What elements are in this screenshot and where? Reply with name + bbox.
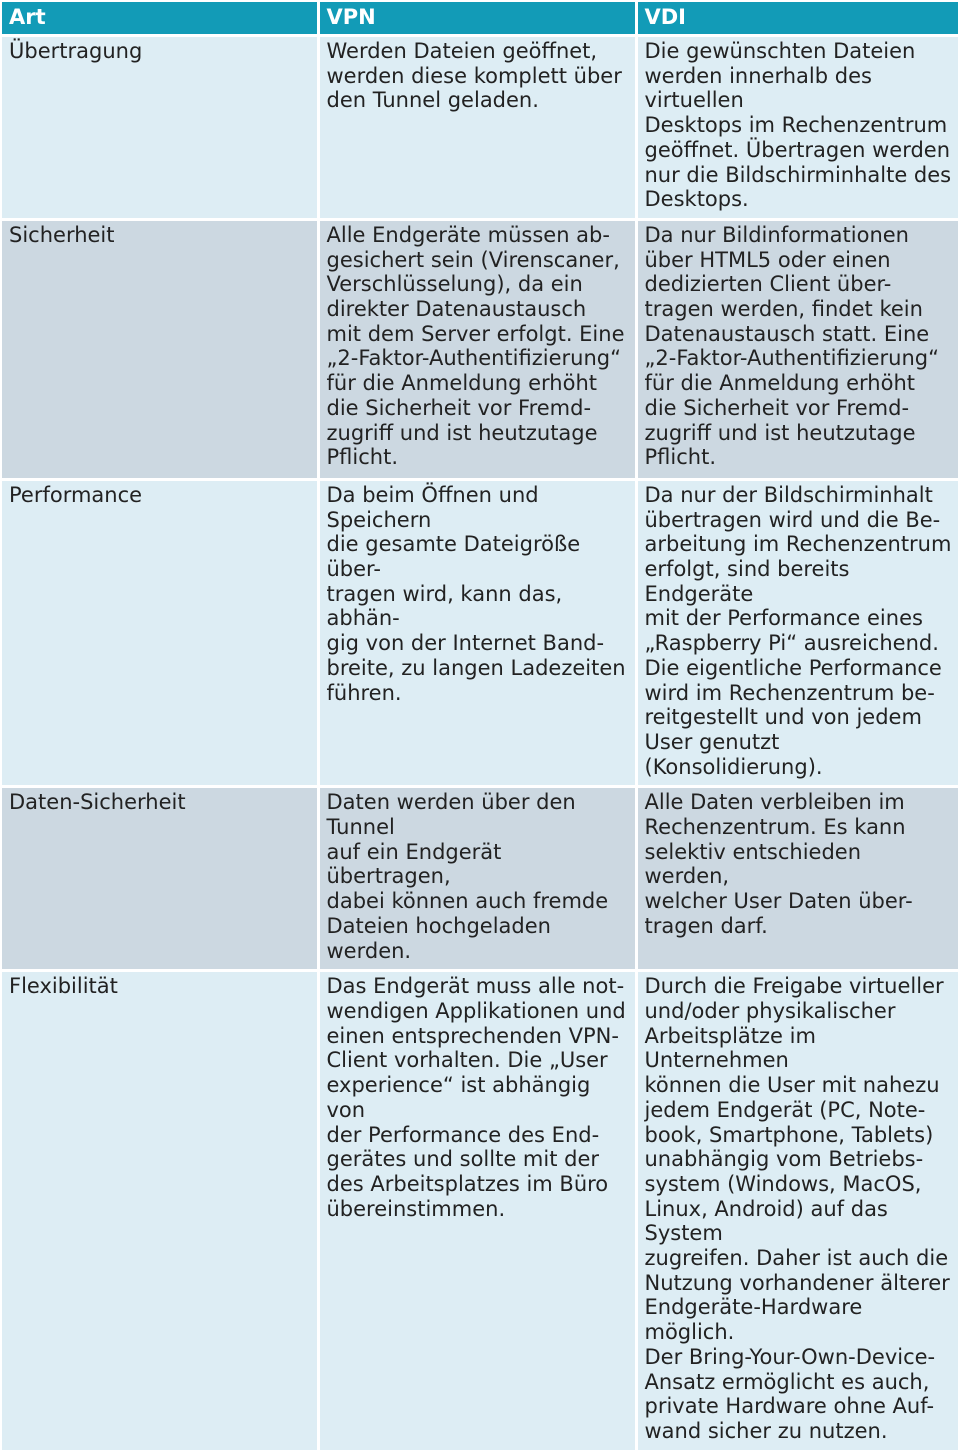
header-art: Art <box>2 2 318 36</box>
vpn-cell: Werden Dateien geöffnet, werden diese komplett über den Tunnel geladen. <box>318 36 636 220</box>
vdi-cell: Durch die Freigabe virtueller und/oder physikalischer Arbeitsplätze im Unternehmen können die User mit nahezu jedem Endgerät (PC, Note- book, Smartphone, Tablets) unabhängig vom Betriebs- system (Windows, MacOS, Linux, Android) auf das System zugreifen. Daher ist auch die Nutzung vorhandener älterer Endgeräte-Hardware möglich. Der Bring-Your-Own-Device- Ansatz ermöglicht es auch, private Hardware ohne Auf- wand sicher zu nutzen. <box>636 971 958 1451</box>
header-vpn: VPN <box>318 2 636 36</box>
header-row <box>2 2 958 36</box>
comparison-table <box>2 2 958 1453</box>
row-label: Sicherheit <box>2 219 318 479</box>
table-row <box>2 36 958 220</box>
vpn-cell: Daten werden über den Tunnel auf ein Endgerät übertragen, dabei können auch fremde Dateien hochgeladen werden. <box>318 787 636 971</box>
table-row <box>2 479 958 786</box>
vpn-cell: Das Endgerät muss alle not- wendigen Applikationen und einen entsprechenden VPN- Client vorhalten. Die „User experience“ ist abhängig von der Performance des End- gerätes und sollte mit der des Arbeitsplatzes im Büro übereinstimmen. <box>318 971 636 1451</box>
table-row <box>2 787 958 971</box>
table-row <box>2 219 958 479</box>
row-label: Übertragung <box>2 36 318 220</box>
header-vdi: VDI <box>636 2 958 36</box>
vpn-cell: Da beim Öffnen und Speichern die gesamte Dateigröße über- tragen wird, kann das, abhän- gig von der Internet Band- breite, zu langen Ladezeiten führen. <box>318 479 636 786</box>
vpn-cell: Alle Endgeräte müssen ab- gesichert sein (Virenscaner, Verschlüsselung), da ein direkter Datenaustausch mit dem Server erfolgt. Eine „2-Faktor-Authentifizierung“ für die Anmeldung erhöht die Sicherheit vor Fremd- zugriff und ist heutzutage Pflicht. <box>318 219 636 479</box>
row-label: Flexibilität <box>2 971 318 1451</box>
row-label: Daten-Sicherheit <box>2 787 318 971</box>
row-label: Performance <box>2 479 318 786</box>
table-row <box>2 971 958 1451</box>
vdi-cell: Da nur der Bildschirminhalt übertragen wird und die Be- arbeitung im Rechenzentrum erfolgt, sind bereits Endgeräte mit der Performance eines „Raspberry Pi“ ausreichend. Die eigentliche Performance wird im Rechenzentrum be- reitgestellt und von jedem User genutzt (Konsolidierung). <box>636 479 958 786</box>
vdi-cell: Da nur Bildinformationen über HTML5 oder einen dedizierten Client über- tragen werden, findet kein Datenaustausch statt. Eine „2-Faktor-Authentifizierung“ für die Anmeldung erhöht die Sicherheit vor Fremd- zugriff und ist heutzutage Pflicht. <box>636 219 958 479</box>
vdi-cell: Die gewünschten Dateien werden innerhalb des virtuellen Desktops im Rechenzentrum geöffnet. Übertragen werden nur die Bildschirminhalte des Desktops. <box>636 36 958 220</box>
vdi-cell: Alle Daten verbleiben im Rechenzentrum. Es kann selektiv entschieden werden, welcher User Daten über- tragen darf. <box>636 787 958 971</box>
